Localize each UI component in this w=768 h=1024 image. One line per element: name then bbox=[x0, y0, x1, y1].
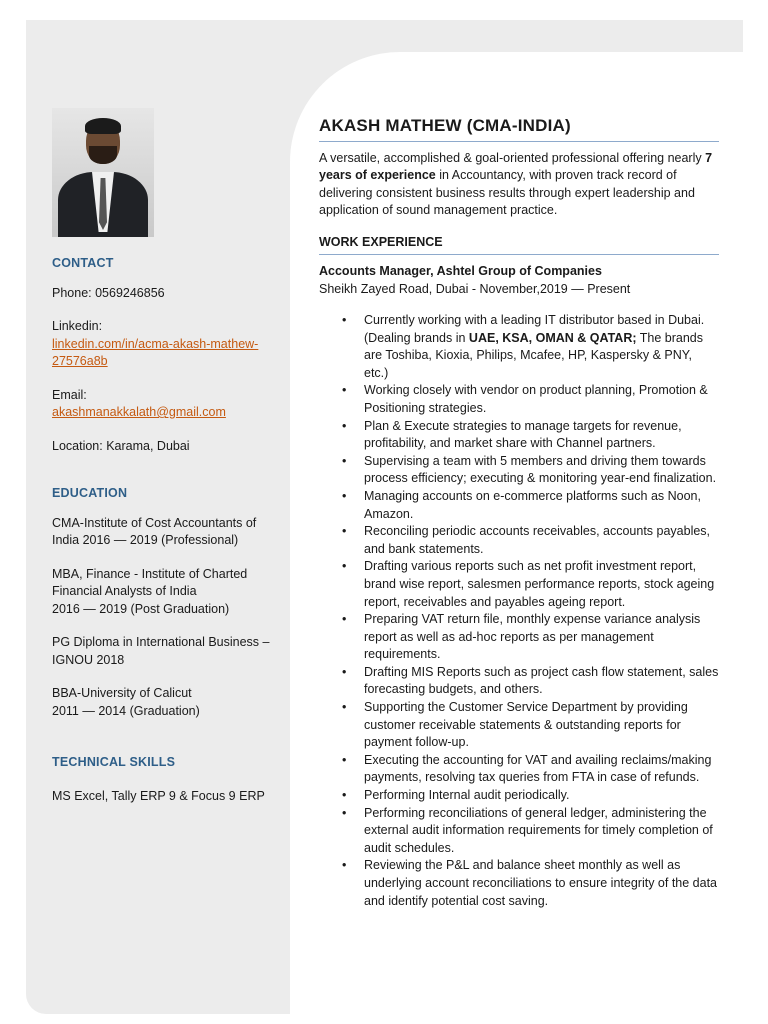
skills-text: MS Excel, Tally ERP 9 & Focus 9 ERP bbox=[52, 788, 265, 803]
duty-item: • Managing accounts on e-commerce platforms such as Noon, Amazon. bbox=[364, 488, 719, 523]
duty-item: • Plan & Execute strategies to manage targets for revenue, profitability, and market share with Channel partners. bbox=[364, 418, 719, 453]
education-item bbox=[52, 515, 277, 550]
duty-item: • Preparing VAT return file, monthly expense variance analysis report as well as ad-hoc reports as per management requirements. bbox=[364, 611, 719, 664]
summary-text: A versatile, accomplished & goal-oriented professional offering nearly bbox=[319, 150, 706, 165]
duty-item: • Performing reconciliations of general ledger, administering the external audit information requirements for timely completion of audit schedules. bbox=[364, 805, 719, 858]
education-item-line: PG Diploma in International Business – IGNOU 2018 bbox=[52, 635, 270, 667]
contact-phone: Phone: 0569246856 bbox=[52, 285, 165, 300]
main-content bbox=[319, 117, 719, 910]
work-experience-heading: WORK EXPERIENCE bbox=[319, 234, 719, 256]
duty-item: • Working closely with vendor on product planning, Promotion & Positioning strategies. bbox=[364, 382, 719, 417]
job-location: Sheikh Zayed Road, Dubai - November,2019 — Present bbox=[319, 281, 631, 296]
duty-item: • Reconciling periodic accounts receivables, accounts payables, and bank statements. bbox=[364, 523, 719, 558]
profile-photo bbox=[52, 108, 154, 237]
duty-item: • Supervising a team with 5 members and driving them towards process efficiency; executing & monitoring year-end finalization. bbox=[364, 453, 719, 488]
education-item-line: CMA-Institute of Cost Accountants of India 2016 — 2019 (Professional) bbox=[52, 515, 257, 547]
contact-linkedin bbox=[52, 318, 277, 371]
contact-heading: CONTACT bbox=[52, 256, 114, 270]
sidebar bbox=[52, 108, 277, 821]
email-link[interactable]: akashmanakkalath@gmail.com bbox=[52, 405, 226, 419]
linkedin-label: Linkedin: bbox=[52, 319, 103, 333]
profile-summary bbox=[319, 150, 719, 220]
education-item-line: 2016 — 2019 (Post Graduation) bbox=[52, 601, 230, 616]
duty-text: The brands are Toshiba, Kioxia, Philips, Mcafee, HP, Kaspersky & PNY, etc.) bbox=[364, 330, 703, 380]
contact-location: Location: Karama, Dubai bbox=[52, 438, 190, 453]
education-heading: EDUCATION bbox=[52, 486, 128, 500]
education-item bbox=[52, 566, 277, 619]
summary-highlight: 7 years of experience bbox=[319, 150, 713, 182]
duty-text: Currently working with a leading IT distributor based in Dubai. (Dealing brands in bbox=[364, 313, 705, 345]
contact-email bbox=[52, 387, 277, 422]
duties-list bbox=[319, 312, 719, 910]
education-item-line: 2011 — 2014 (Graduation) bbox=[52, 703, 200, 718]
skills-heading: TECHNICAL SKILLS bbox=[52, 755, 176, 769]
duty-item: • Executing the accounting for VAT and availing reclaims/making payments, resolving tax queries from FTA in case of refunds. bbox=[364, 752, 719, 787]
duty-item bbox=[364, 312, 719, 382]
education-item bbox=[52, 685, 277, 720]
education-item-line: MBA, Finance - Institute of Charted Financial Analysts of India bbox=[52, 566, 248, 598]
education-item-line: BBA-University of Calicut bbox=[52, 686, 192, 700]
duty-item: • Reviewing the P&L and balance sheet monthly as well as underlying account reconciliations to ensure integrity of the data and identify potential cost saving. bbox=[364, 857, 719, 910]
duty-item: • Drafting MIS Reports such as project cash flow statement, sales forecasting budgets, and others. bbox=[364, 664, 719, 699]
education-item bbox=[52, 634, 277, 669]
duty-item: • Performing Internal audit periodically. bbox=[364, 787, 719, 805]
linkedin-link[interactable]: linkedin.com/in/acma-akash-mathew-27576a8b bbox=[52, 336, 259, 368]
duty-highlight: UAE, KSA, OMAN & QATAR; bbox=[468, 330, 637, 345]
email-label: Email: bbox=[52, 387, 87, 402]
duty-item: • Drafting various reports such as net profit investment report, brand wise report, salesmen performance reports, stock ageing report, receivables and payables ageing report. bbox=[364, 558, 719, 611]
duty-item: • Supporting the Customer Service Department by providing customer receivable statements & outstanding reports for payment follow-up. bbox=[364, 699, 719, 752]
summary-text: in Accountancy, with proven track record of delivering consistent business results through expert leadership and application of sound management practice. bbox=[319, 168, 695, 217]
job-title: Accounts Manager, Ashtel Group of Companies bbox=[319, 264, 602, 278]
candidate-name: AKASH MATHEW (CMA-INDIA) bbox=[319, 117, 719, 142]
